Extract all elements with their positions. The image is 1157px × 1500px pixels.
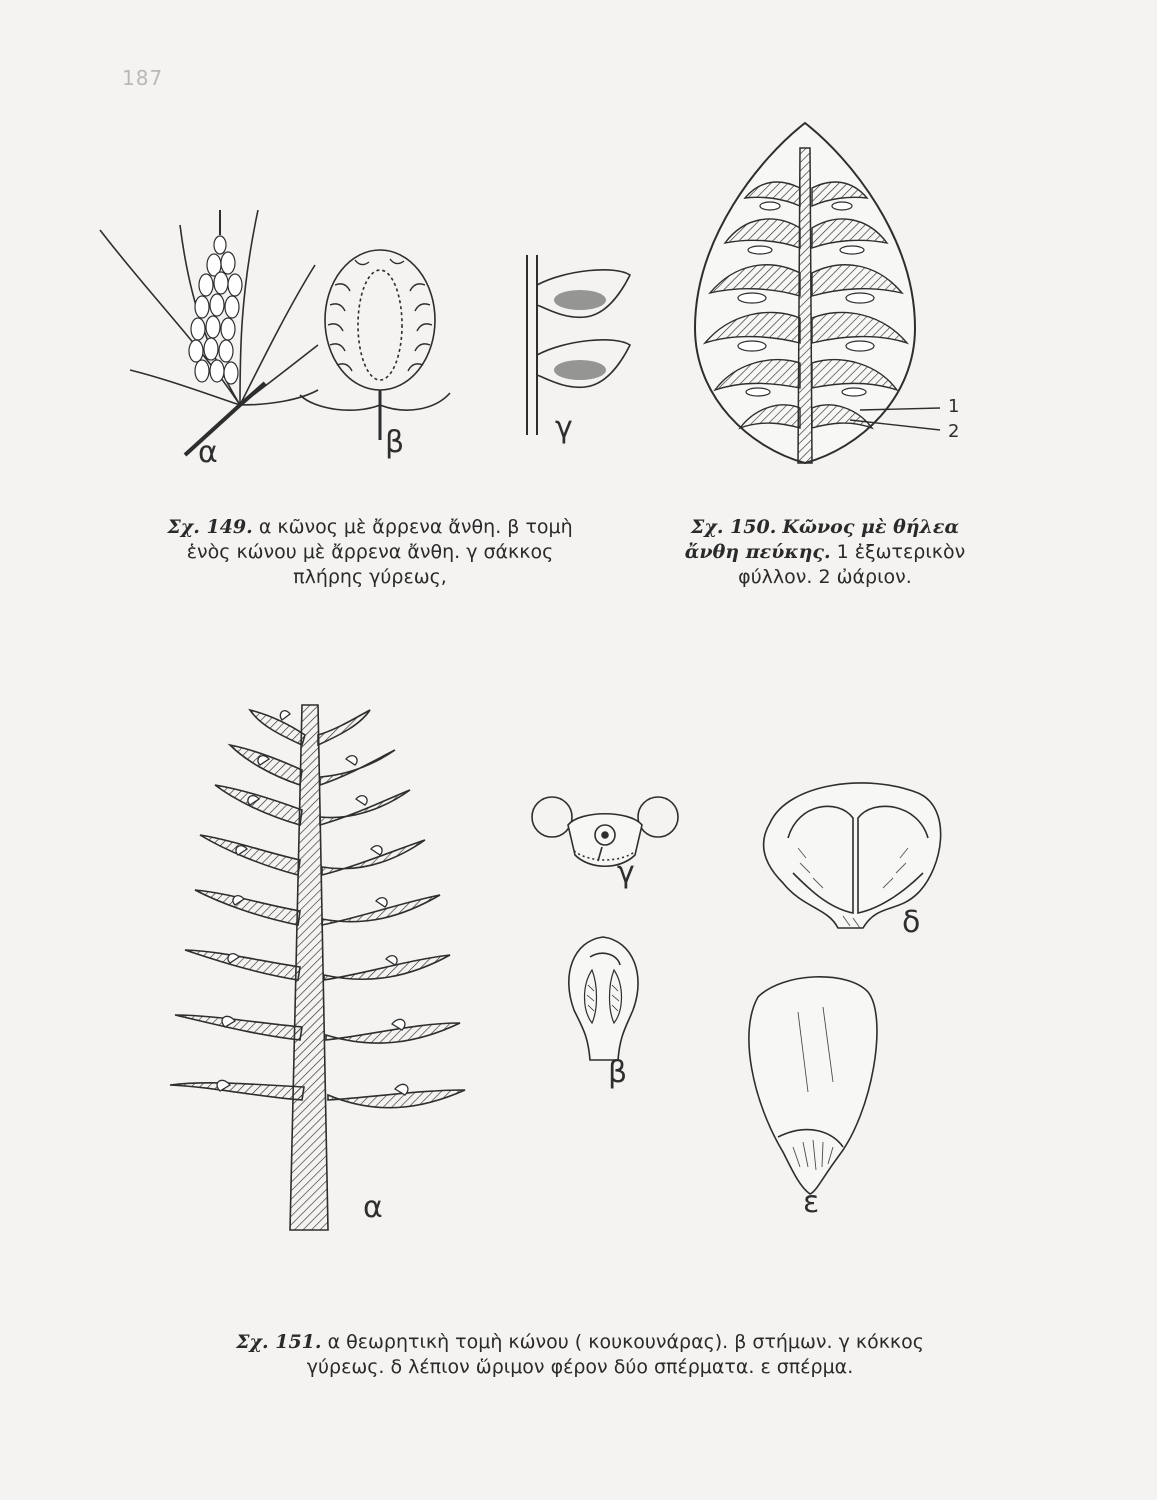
fig150-label-1: 1 [948, 396, 960, 417]
fig149-caption-line3: πλήρης γύρεως, [293, 566, 447, 588]
fig149-caption [140, 515, 600, 590]
fig150-caption-bold1: Κῶνος μὲ θήλεα [782, 516, 960, 538]
fig149-caption-number: Σχ. 149. [167, 516, 253, 538]
fig151-label-b: β [608, 1055, 628, 1090]
fig150-caption-line3: φύλλον. 2 ὠάριον. [738, 566, 912, 588]
fig149g-pollen-sac-drawing [505, 255, 635, 435]
fig151-caption [140, 1330, 1020, 1380]
fig150-female-cone-drawing [700, 118, 970, 468]
fig151-label-a: α [363, 1190, 383, 1225]
fig150-label-2: 2 [948, 421, 960, 442]
fig151-caption-number: Σχ. 151. [236, 1331, 322, 1353]
fig151-label-d: δ [902, 905, 921, 940]
fig151b-stamen-drawing [558, 935, 648, 1065]
fig151-caption-line1 [140, 1330, 1020, 1355]
fig149-label-b: β [385, 425, 405, 460]
fig149-label-a: α [198, 435, 218, 470]
fig151d-mature-scale-drawing [758, 778, 953, 943]
fig150-caption-line2 [660, 540, 990, 565]
fig151-caption-line2: γύρεως. δ λέπιον ὥριμον φέρον δύο σπέρματα. ε σπέρμα. [306, 1356, 854, 1378]
fig150-caption [660, 515, 990, 590]
fig149-caption-line1 [140, 515, 600, 540]
page-number: 187 [122, 66, 164, 90]
fig149-label-g: γ [555, 410, 573, 445]
fig149-caption-line2: ἑνὸς κώνου μὲ ἄρρενα ἄνθη. γ σάκκος [186, 541, 554, 563]
fig149-caption-text1: α κῶνος μὲ ἄρρενα ἄνθη. β τομὴ [258, 516, 573, 538]
fig150-caption-text2: 1 ἐξωτερικὸν [836, 541, 966, 563]
fig151a-cone-section-drawing [140, 705, 490, 1235]
fig151-caption-text1: α θεωρητικὴ τομὴ κώνου ( κουκουνάρας). β στήμων. γ κόκκος [327, 1331, 924, 1353]
fig150-caption-line1 [660, 515, 990, 540]
fig149a-male-cone-drawing [90, 205, 320, 465]
fig150-caption-number: Σχ. 150. [690, 516, 777, 538]
fig151e-seed-drawing [738, 972, 888, 1197]
fig150-caption-bold2: ἄνθη πεύκης. [684, 541, 831, 563]
fig151-label-g: γ [617, 855, 635, 890]
fig151-label-e: ε [803, 1185, 820, 1220]
fig151g-pollen-grain-drawing [530, 795, 680, 880]
fig149b-cone-section-drawing [295, 245, 455, 445]
